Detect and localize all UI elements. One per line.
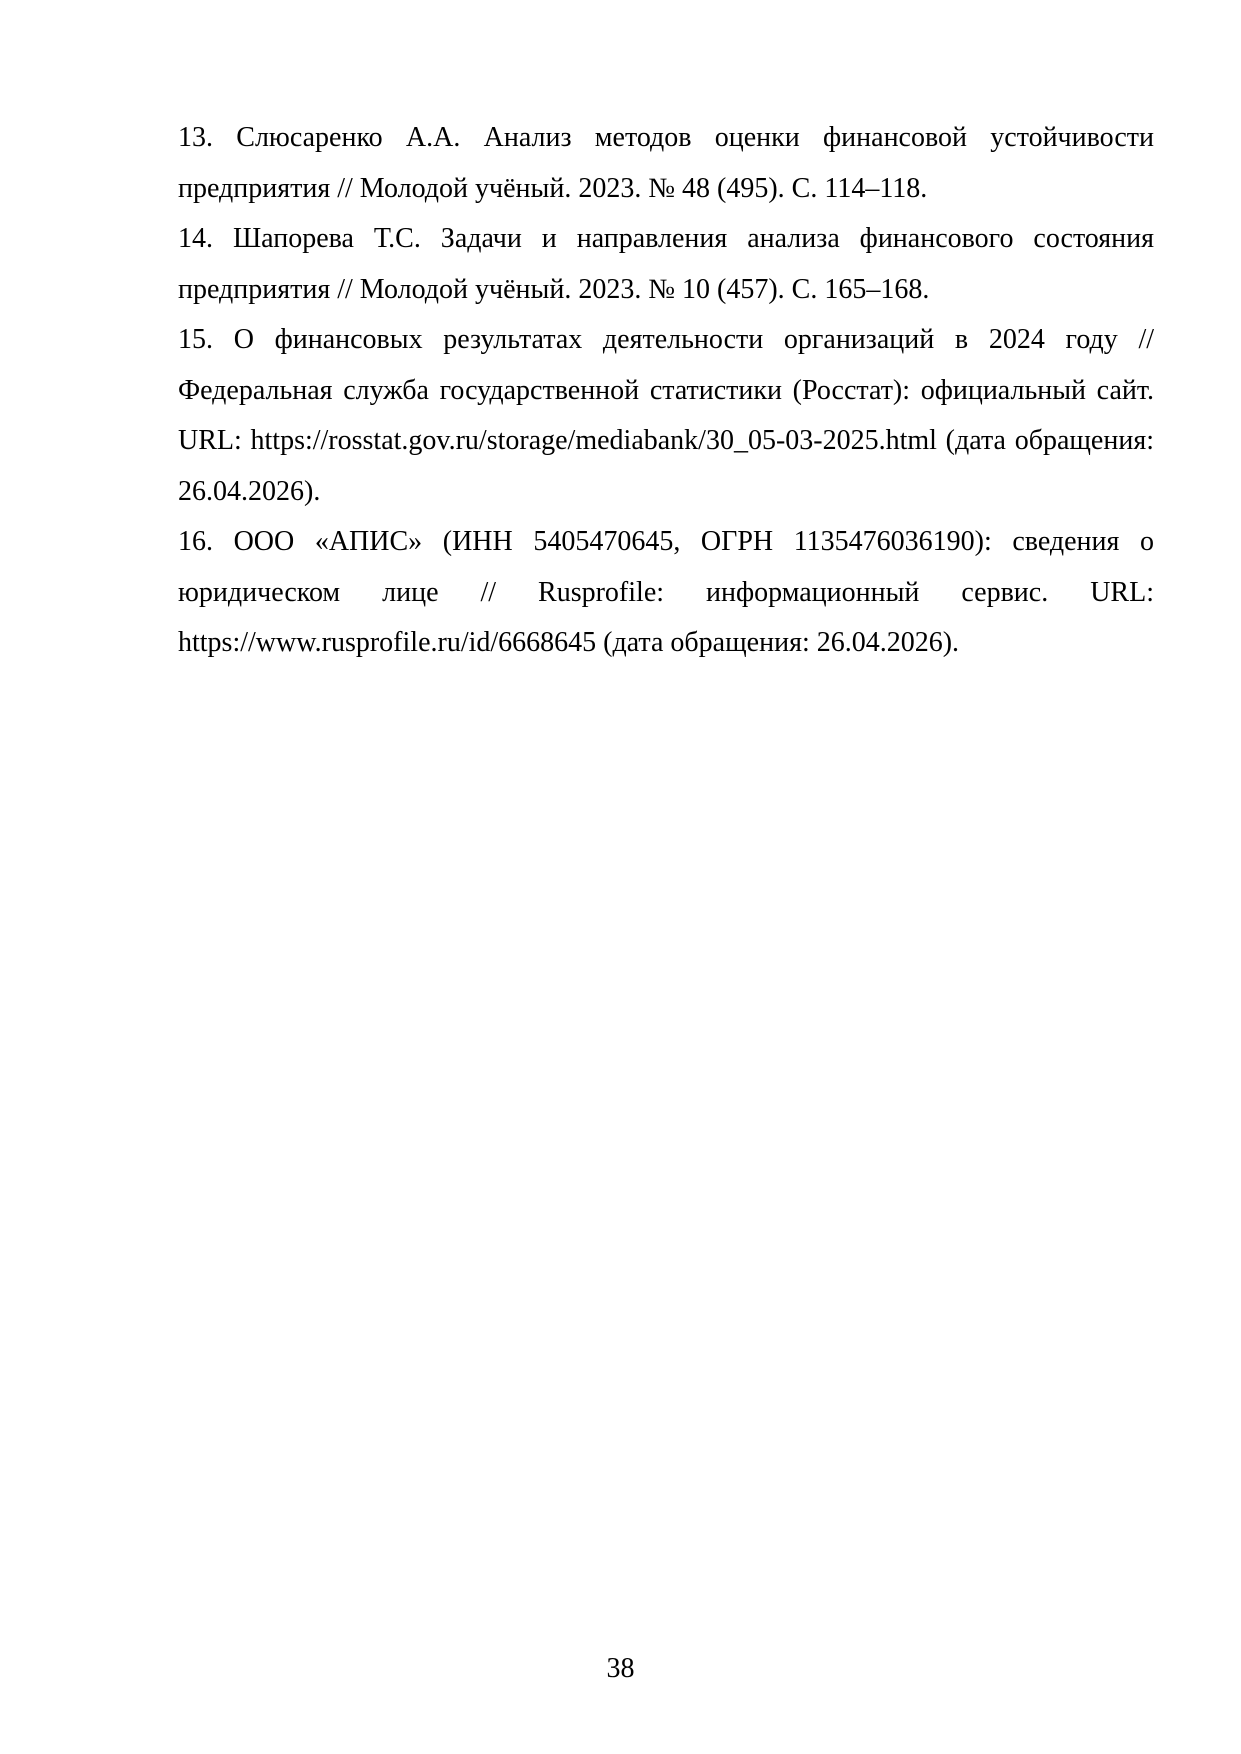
reference-list (178, 113, 1154, 669)
reference-item-16: 16. ООО «АПИС» (ИНН 5405470645, ОГРН 1135476036190): сведения о юридическом лице // Rusprofile: информационный сервис. URL: https://www.rusprofile.ru/id/6668645 (дата обращения: 26.04.2026). (178, 526, 1154, 658)
reference-item-14: 14. Шапорева Т.С. Задачи и направления анализа финансового состояния предприятия // Молодой учёный. 2023. № 10 (457). С. 165–168. (178, 223, 1154, 305)
reference-item-13: 13. Слюсаренко А.А. Анализ методов оценки финансовой устойчивости предприятия // Молодой учёный. 2023. № 48 (495). С. 114–118. (178, 122, 1154, 204)
reference-item-15: 15. О финансовых результатах деятельности организаций в 2024 году // Федеральная служба государственной статистики (Росстат): официальный сайт. URL: https://rosstat.gov.ru/storage/mediabank/30_05-03-2025.html (дата обращения: 26.04.2026). (178, 324, 1154, 507)
page-number: 38 (606, 1653, 635, 1684)
